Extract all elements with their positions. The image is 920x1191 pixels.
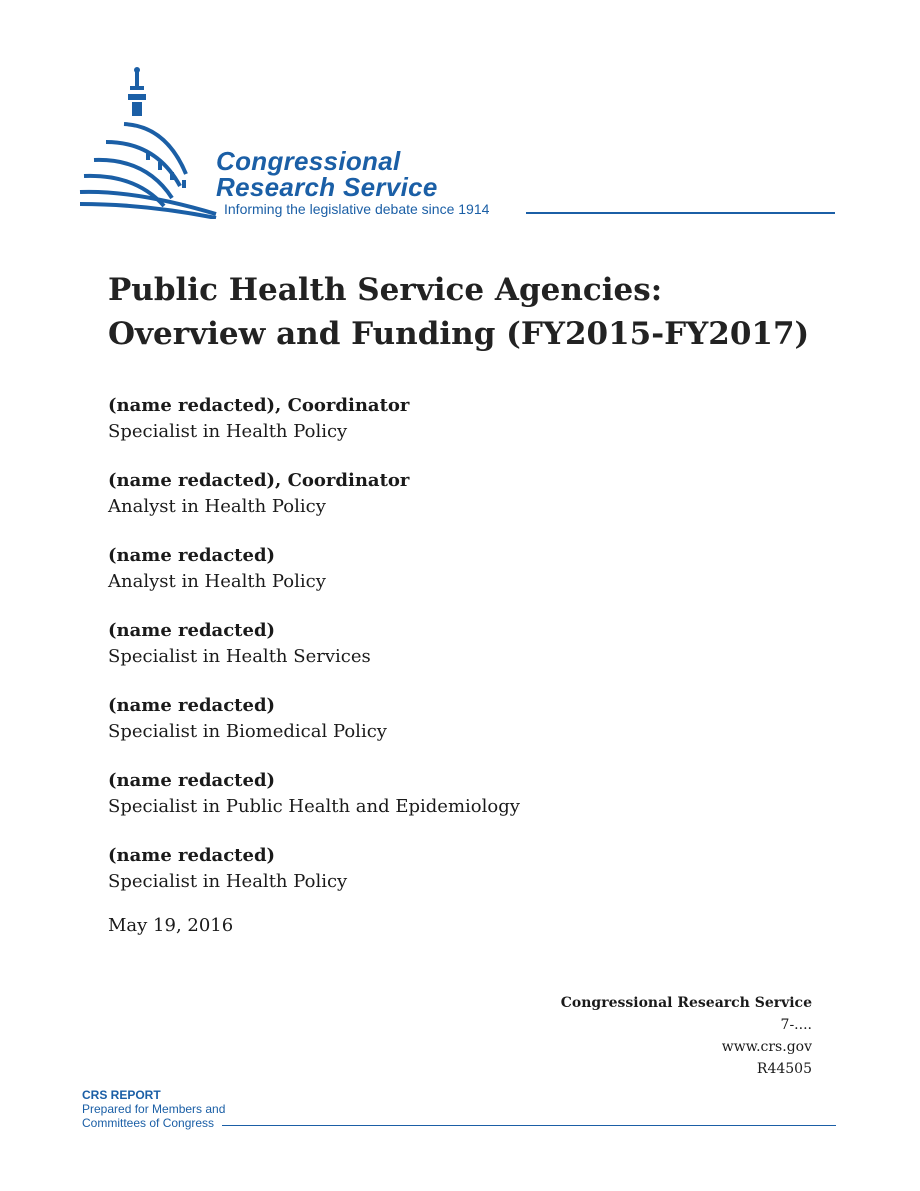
capitol-dome-icon bbox=[76, 64, 226, 219]
footer-divider bbox=[222, 1125, 836, 1126]
author-role: Analyst in Health Policy bbox=[108, 496, 326, 517]
footer-report-label: CRS REPORT bbox=[82, 1088, 161, 1102]
publication-date: May 19, 2016 bbox=[108, 915, 234, 936]
publisher-block bbox=[561, 992, 812, 1080]
author-entry bbox=[108, 468, 808, 521]
crs-logo bbox=[76, 64, 836, 224]
logo-line-research-service: Research Service bbox=[216, 172, 438, 202]
author-entry bbox=[108, 768, 808, 821]
author-name: (name redacted), Coordinator bbox=[108, 395, 410, 416]
author-entry bbox=[108, 543, 808, 596]
author-name: (name redacted) bbox=[108, 695, 276, 716]
author-role: Specialist in Health Policy bbox=[108, 871, 348, 892]
publisher-name: Congressional Research Service bbox=[560, 995, 812, 1011]
author-name: (name redacted) bbox=[108, 620, 276, 641]
logo-tagline: Informing the legislative debate since 1914 bbox=[224, 201, 490, 217]
author-list bbox=[108, 393, 808, 918]
author-role: Specialist in Biomedical Policy bbox=[108, 721, 387, 742]
author-name: (name redacted) bbox=[108, 770, 276, 791]
footer-line-2: Committees of Congress bbox=[82, 1116, 215, 1130]
crs-report-footer bbox=[82, 1088, 225, 1130]
author-entry bbox=[108, 843, 808, 896]
report-number: R44505 bbox=[756, 1061, 812, 1077]
author-role: Analyst in Health Policy bbox=[108, 571, 326, 592]
publisher-phone: 7-.... bbox=[780, 1017, 812, 1033]
author-entry bbox=[108, 618, 808, 671]
author-entry bbox=[108, 693, 808, 746]
logo-divider bbox=[526, 212, 835, 214]
author-name: (name redacted) bbox=[108, 545, 276, 566]
logo-line-congressional: Congressional bbox=[216, 146, 401, 176]
publisher-website[interactable]: www.crs.gov bbox=[721, 1039, 812, 1055]
report-title: Public Health Service Agencies: Overview and Funding (FY2015-FY2017) bbox=[108, 272, 810, 352]
author-role: Specialist in Public Health and Epidemiology bbox=[108, 796, 520, 817]
author-entry bbox=[108, 393, 808, 446]
footer-line-1: Prepared for Members and bbox=[82, 1102, 226, 1116]
author-role: Specialist in Health Policy bbox=[108, 421, 348, 442]
author-name: (name redacted) bbox=[108, 845, 276, 866]
author-role: Specialist in Health Services bbox=[108, 646, 371, 667]
author-name: (name redacted), Coordinator bbox=[108, 470, 410, 491]
